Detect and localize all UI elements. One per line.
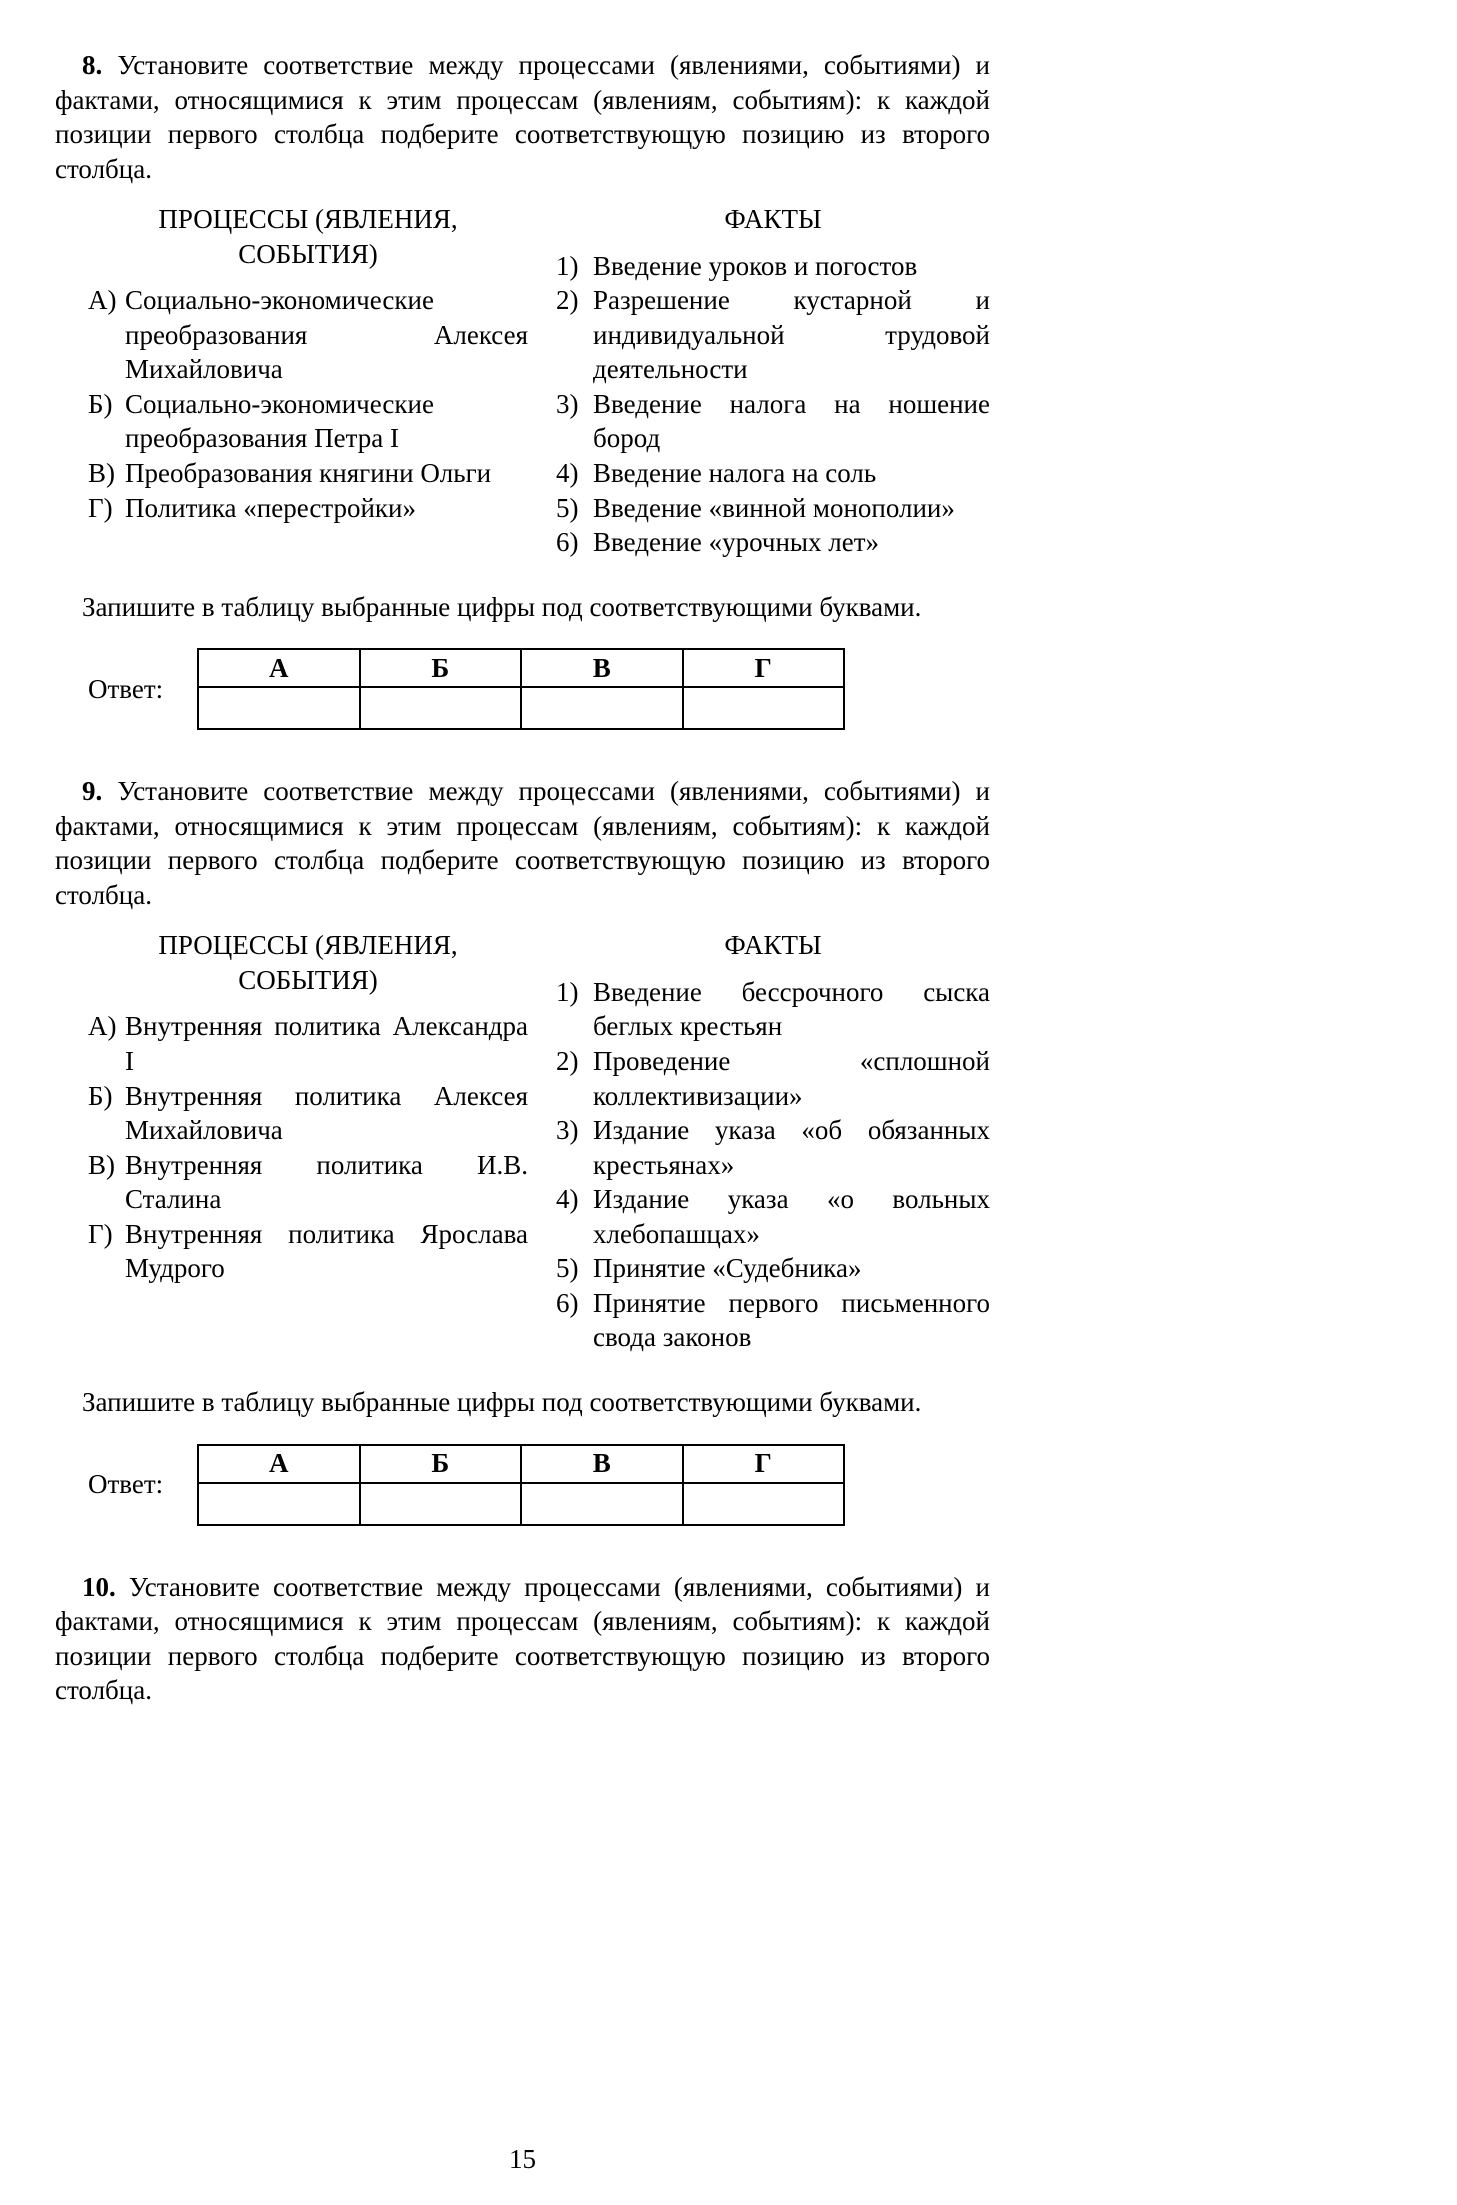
answer-column-header: В (521, 649, 683, 687)
facts-column-header: ФАКТЫ (724, 930, 822, 961)
processes-list (88, 1009, 528, 1285)
item-label: 2) (556, 1046, 579, 1077)
answer-cell[interactable] (198, 687, 360, 729)
answer-table-header-row (198, 649, 844, 687)
page-content (55, 48, 990, 1752)
list-item (88, 387, 528, 456)
item-label: В) (88, 458, 115, 489)
question-9-intro-text: Установите соответствие между процессами (явлениями, событиями) и фактами, относящимися к этим процессам (явлениям, событиям): к каждой позиции первого столбца подберите соответствующую позицию из второго столбца. (55, 776, 990, 910)
question-8-number: 8. (82, 50, 103, 80)
item-label: 5) (556, 1253, 579, 1284)
answer-cell[interactable] (360, 1483, 522, 1525)
list-item (88, 1009, 528, 1078)
item-text: Внутренняя политика И.В. Сталина (125, 1149, 528, 1215)
item-text: Принятие «Судебника» (593, 1253, 862, 1284)
answer-label: Ответ: (88, 1469, 164, 1500)
answer-row (88, 648, 990, 730)
answer-cell[interactable] (521, 687, 683, 729)
list-item (88, 456, 528, 491)
list-item (88, 491, 528, 526)
list-item (556, 491, 990, 526)
item-text: Преобразования княгини Ольги (125, 458, 492, 489)
list-item (556, 1286, 990, 1355)
question-10-intro-text: Установите соответствие между процессами (явлениями, событиями) и фактами, относящимися к этим процессам (явлениям, событиям): к каждой позиции первого столбца подберите соответствующую позицию из второго столбца. (55, 1571, 990, 1706)
item-text: Внутренняя политика Александра I (125, 1011, 528, 1077)
list-item (556, 387, 990, 456)
item-text: Разрешение кустарной и индивидуальной трудовой деятельности (593, 285, 990, 385)
answer-column-header: Г (683, 649, 845, 687)
list-item (556, 1044, 990, 1113)
item-text: Издание указа «об обязанных крестьянах» (593, 1115, 990, 1180)
question-8-intro (55, 48, 990, 186)
item-text: Социально-экономические преобразования Петра I (125, 388, 434, 454)
item-text: Проведение «сплошной коллективизации» (593, 1046, 990, 1111)
list-item (556, 1182, 990, 1251)
item-label: 3) (556, 1115, 579, 1146)
matching-columns (88, 928, 990, 1355)
item-label: 4) (556, 1184, 579, 1215)
question-10-number: 10. (82, 1571, 116, 1602)
answer-column-header: Г (683, 1445, 845, 1483)
instruction-text: Запишите в таблицу выбранные цифры под соответствующими буквами. (82, 591, 922, 622)
list-item (556, 1113, 990, 1182)
processes-column (88, 202, 528, 559)
list-item (556, 525, 990, 560)
question-10-intro (55, 1570, 990, 1708)
instruction-text: Запишите в таблицу выбранные цифры под соответствующими буквами. (82, 1386, 922, 1417)
question-10 (55, 1570, 990, 1708)
facts-column-header: ФАКТЫ (724, 204, 822, 235)
answer-column-header: Б (360, 1445, 522, 1483)
item-text: Введение налога на ношение бород (593, 388, 990, 454)
item-label: А) (88, 1011, 117, 1042)
processes-list (88, 283, 528, 525)
answer-cell[interactable] (683, 1483, 845, 1525)
item-label: В) (88, 1149, 115, 1180)
processes-column-header: ПРОЦЕССЫ (ЯВЛЕНИЯ, СОБЫТИЯ) (158, 204, 458, 269)
item-text: Введение «винной монополии» (593, 492, 955, 523)
answer-column-header: Б (360, 649, 522, 687)
item-label: 4) (556, 458, 579, 489)
matching-columns (88, 202, 990, 559)
question-9 (55, 774, 990, 1525)
item-label: 3) (556, 388, 579, 419)
page-number: 15 (509, 2144, 536, 2175)
item-label: Б) (88, 1080, 113, 1111)
list-item (88, 1217, 528, 1286)
item-text: Издание указа «о вольных хлебопашцах» (593, 1184, 990, 1249)
answer-table (197, 648, 845, 730)
answer-cell[interactable] (198, 1483, 360, 1525)
list-item (556, 975, 990, 1044)
list-item (88, 1079, 528, 1148)
answer-column-header: А (198, 649, 360, 687)
item-text: Политика «перестройки» (125, 492, 416, 523)
answer-table-header-row (198, 1445, 844, 1483)
facts-list (556, 249, 990, 560)
item-text: Внутренняя политика Ярослава Мудрого (125, 1218, 528, 1284)
question-8-intro-text: Установите соответствие между процессами (явлениями, событиями) и фактами, относящимися к этим процессам (явлениям, событиям): к каждой позиции первого столбца подберите соответствующую позицию из второго столбца. (55, 50, 990, 184)
processes-column-header: ПРОЦЕССЫ (ЯВЛЕНИЯ, СОБЫТИЯ) (158, 930, 458, 995)
list-item (556, 249, 990, 284)
answer-table-value-row (198, 1483, 844, 1525)
item-text: Внутренняя политика Алексея Михайловича (125, 1080, 528, 1146)
answer-column-header: А (198, 1445, 360, 1483)
item-label: А) (88, 285, 117, 316)
answer-table (197, 1444, 845, 1526)
list-item (556, 456, 990, 491)
answer-label: Ответ: (88, 673, 164, 704)
question-9-intro (55, 774, 990, 912)
answer-column-header: В (521, 1445, 683, 1483)
item-label: 2) (556, 285, 579, 316)
answer-cell[interactable] (521, 1483, 683, 1525)
answer-cell[interactable] (360, 687, 522, 729)
item-label: Г) (88, 1218, 113, 1249)
item-text: Введение налога на соль (593, 458, 877, 489)
list-item (88, 1148, 528, 1217)
item-label: 6) (556, 527, 579, 558)
list-item (556, 283, 990, 387)
answer-row (88, 1444, 990, 1526)
processes-column (88, 928, 528, 1355)
facts-column (556, 202, 990, 559)
item-text: Введение бессрочного сыска беглых крестьян (593, 976, 990, 1042)
answer-table-value-row (198, 687, 844, 729)
facts-list (556, 975, 990, 1355)
item-label: Г) (88, 492, 113, 523)
facts-column (556, 928, 990, 1355)
question-8 (55, 48, 990, 730)
item-label: 6) (556, 1287, 579, 1318)
item-label: 1) (556, 976, 579, 1007)
item-text: Социально-экономические преобразования Алексея Михайловича (125, 285, 528, 385)
item-label: 5) (556, 492, 579, 523)
list-item (88, 283, 528, 387)
item-text: Введение уроков и погостов (593, 250, 918, 281)
item-text: Введение «урочных лет» (593, 527, 880, 558)
item-label: 1) (556, 250, 579, 281)
list-item (556, 1251, 990, 1286)
question-9-number: 9. (82, 776, 103, 807)
item-text: Принятие первого письменного свода законов (593, 1287, 990, 1353)
item-label: Б) (88, 388, 113, 419)
answer-cell[interactable] (683, 687, 845, 729)
